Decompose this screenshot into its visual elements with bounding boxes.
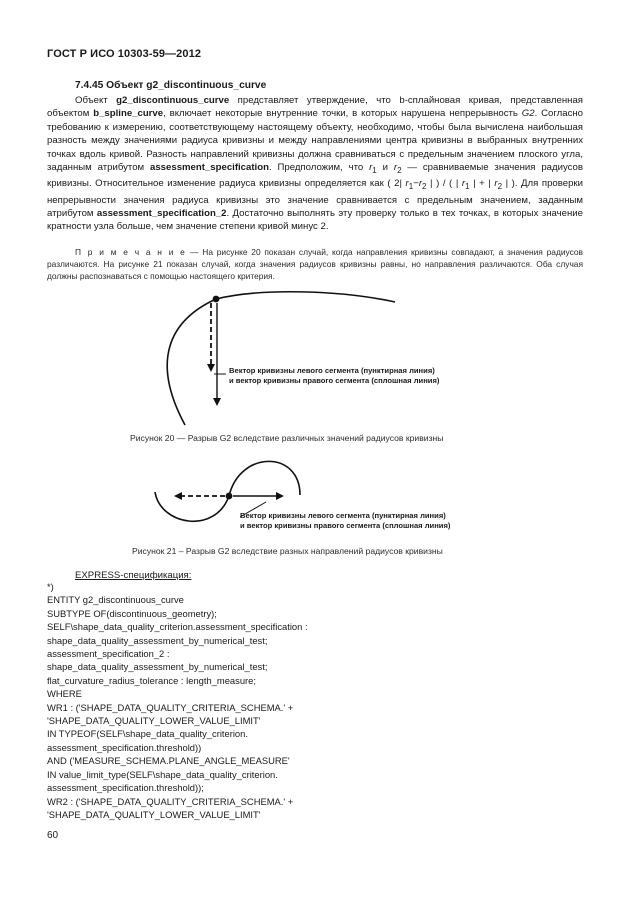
figure-20-caption: Рисунок 20 — Разрыв G2 вследствие различных значений радиусов кривизны [130, 433, 444, 443]
para-text: . Согласно требованию к измерению, соответствующему настоящему объекту, необходимо, чтобы была вычислена наибольшая разность между значениями радиуса кривизны и между направлениями центра кривизны в выбранных внутренних точках вдоль кривой. Разность направлений кривизны должна сравниваться с предельным значением плоского угла, заданным атрибутом [47, 108, 583, 174]
para-text: , включает некоторые внутренние точки, в которых нарушена непрерывность [163, 108, 522, 120]
fig21-right-arc [229, 461, 300, 496]
page-number: 60 [47, 830, 59, 841]
express-heading: EXPRESS-спецификация: [75, 570, 192, 581]
figure-20-drawing [167, 292, 395, 425]
para-text: . Достаточно выполнять эту проверку только в тех точках, в которых значение кратности узла больше, чем значение степени кривой минус 2. [47, 208, 583, 233]
section-title: 7.4.45 Объект g2_discontinuous_curve [75, 80, 267, 91]
entity-name: b_spline_curve [93, 108, 164, 120]
fig21-label [240, 511, 450, 532]
express-code: *) ENTITY g2_discontinuous_curve SUBTYPE OF(discontinuous_geometry); SELF\shape_data_quality_criterion.assessment_specification : shape_data_quality_assessment_by_numerical_test; assessment_specification_2 : shape_data_quality_assessment_by_numerical_test; flat_curvature_radius_tolerance : length_measure; WHERE WR1 : ('SHAPE_DATA_QUALITY_CRITERIA_SCHEMA.' + 'SHAPE_DATA_QUALITY_LOWER_VALUE_LIMIT' IN TYPEOF(SELF\shape_data_quality_criterion. assessment_specification.threshold)) AND ('MEASURE_SCHEMA.PLANE_ANGLE_MEASURE' IN value_limit_type(SELF\shape_data_quality_criterion. assessment_specification.threshold)); WR2 : ('SHAPE_DATA_QUALITY_CRITERIA_SCHEMA.' + 'SHAPE_DATA_QUALITY_LOWER_VALUE_LIMIT' [47, 581, 308, 820]
figure-21-caption: Рисунок 21 – Разрыв G2 вследствие разных направлений радиусов кривизны [132, 546, 443, 556]
document-header: ГОСТ Р ИСО 10303-59—2012 [47, 48, 202, 60]
section-paragraph: Объект g2_discontinuous_curve представляет утверждение, что b-сплайновая кривая, представленная объектом b_spline_curve, включает некоторые внутренние точки, в которых нарушена непрерывность G2. Согласно требованию к измерению, соответствующему настоящему объекту, необходимо, чтобы была вычислена наибольшая разность между значениями радиуса кривизны и между направлениями центра кривизны в выбранных внутренних точках вдоль кривой. Разность направлений кривизны должна сравниваться с предельным значением плоского угла, заданным атрибутом assessment_specification. Предположим, что $r_1$ и $r_2$ — сравниваемые значения радиусов кривизны. Относительное изменение радиуса кривизны определяется как ( 2| $r_1-r_2$ | ) / ( | $r_1$ | + | $r_2$ | ). Для проверки непрерывности значения радиуса кривизны это значение сравнивается с предельным значением, заданным атрибутом assessment_specification_2. Достаточно выполнять эту проверку только в тех точках, в которых значение кратности узла больше, чем значение степени кривой минус 2. [47, 95, 583, 233]
attribute-name: assessment_specification_2 [96, 208, 227, 220]
fig21-label-line2: и вектор кривизны правого сегмента (сплошная линия) [240, 521, 451, 531]
note-text: — На рисунке 20 показан случай, когда направления кривизны совпадают, а значения радиусов различаются. На рисунке 21 показан случай, когда значения радиусов кривизны равны, но направления различаются. Оба случая должны распознаваться с помощью настоящего критерия. [47, 247, 583, 281]
fig20-left-arc [167, 299, 216, 425]
para-text: . Для проверки непрерывности значения радиуса кривизны это значение сравнивается с предельным значением, заданным атрибутом [47, 178, 583, 220]
fig20-joint-point [213, 296, 220, 303]
fig20-label [229, 366, 439, 387]
note-label: П р и м е ч а н и е [75, 247, 187, 257]
fig20-label-line2: и вектор кривизны правого сегмента (сплошная линия) [229, 376, 440, 386]
para-text: представляет утверждение, что b-сплайновая кривая, представленная объектом [47, 95, 583, 120]
fig20-right-arc [216, 292, 395, 302]
fig21-label-line1: Вектор кривизны левого сегмента (пунктирная линия) [240, 511, 446, 520]
para-text: Объект [75, 95, 117, 106]
italic-term: G2 [521, 108, 535, 120]
para-text: . Предположим, что [268, 162, 370, 174]
fig21-joint-point [226, 493, 233, 500]
attribute-name: assessment_specification [150, 162, 269, 174]
para-text: — сравниваемые значения радиусов кривизны. Относительное изменение радиуса кривизны определяется как [47, 162, 583, 190]
fig20-label-line1: Вектор кривизны левого сегмента (пунктирная линия) [229, 366, 435, 375]
entity-name: g2_discontinuous_curve [116, 95, 230, 106]
